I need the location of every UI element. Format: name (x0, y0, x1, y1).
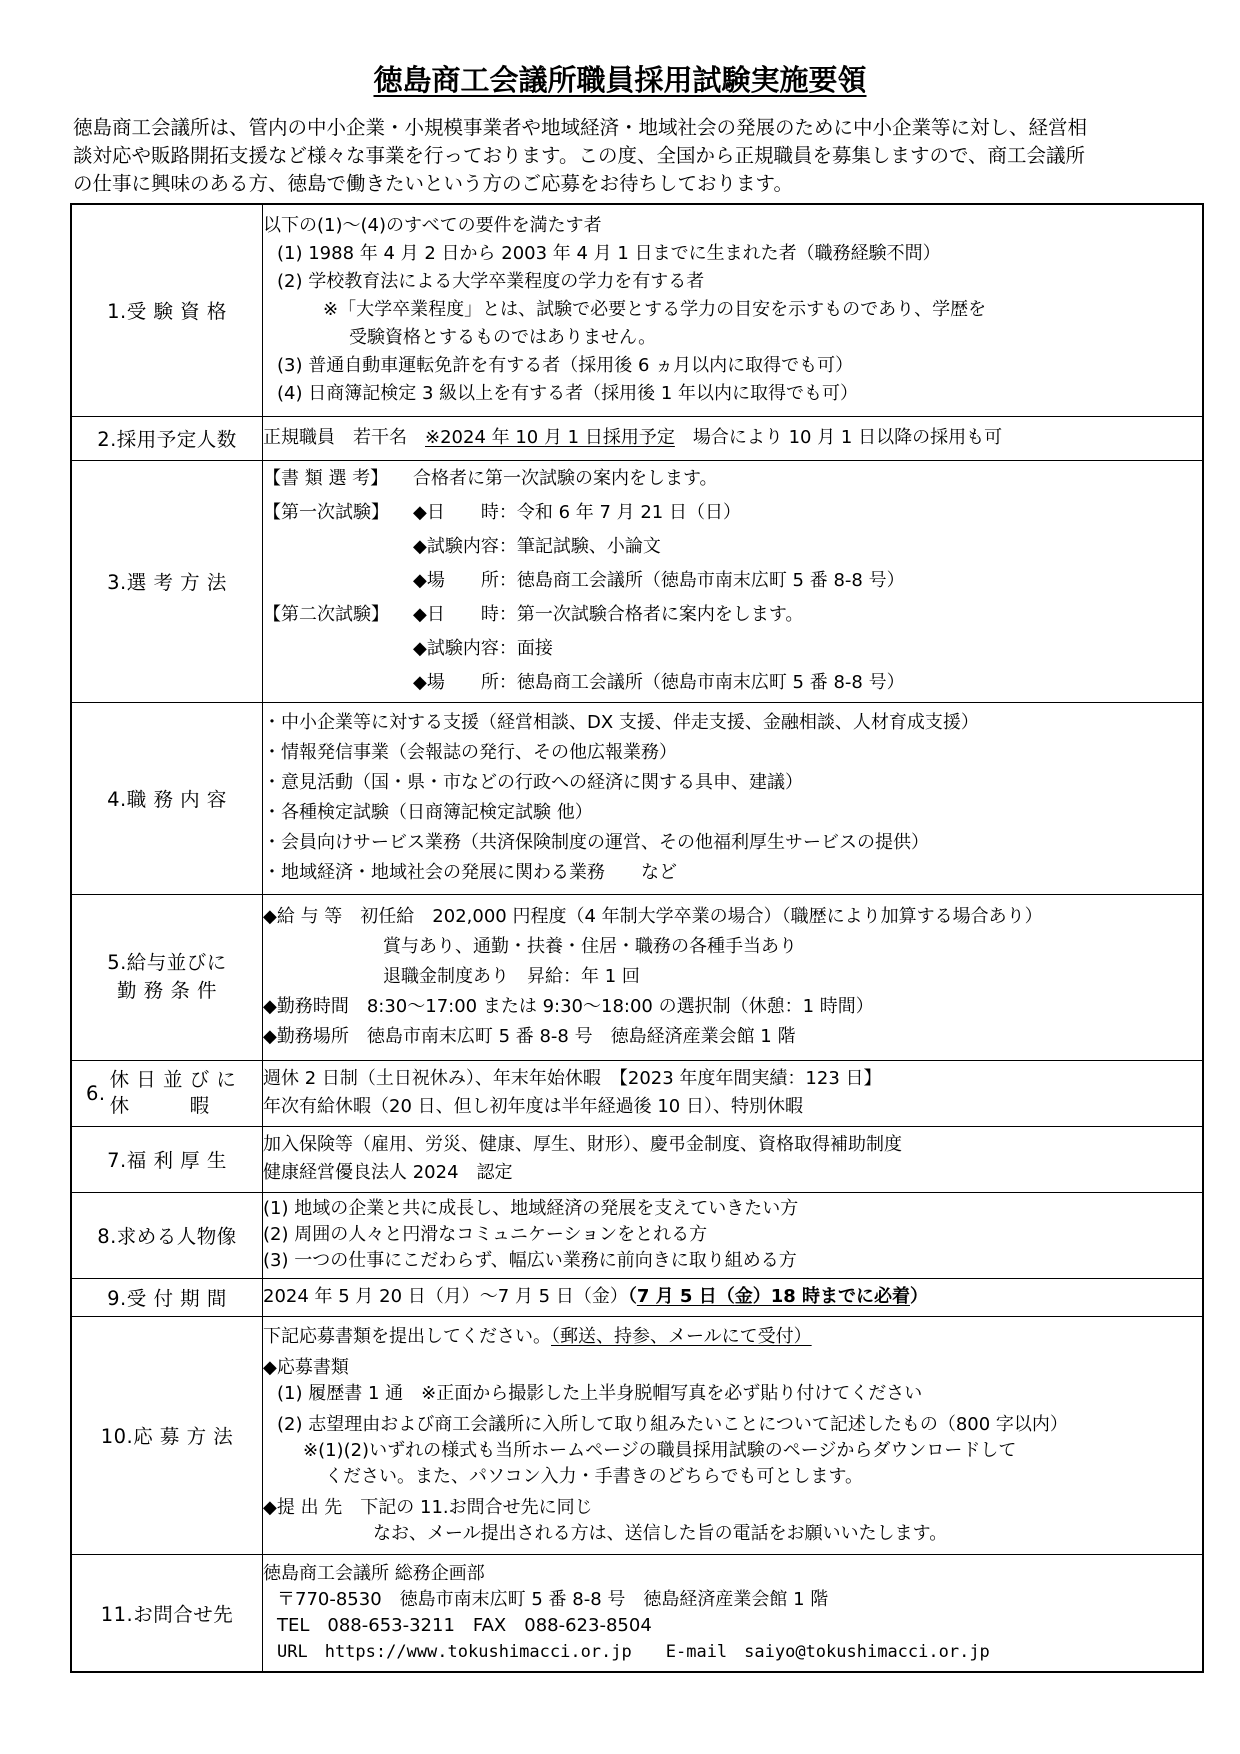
qualification-item: (2) 学校教育法による大学卒業程度の学力を有する者 (277, 271, 705, 293)
welfare-line: 加入保険等（雇用、労災、健康、厚生、財形）、慶弔金制度、資格取得補助制度 (263, 1134, 902, 1155)
qualification-note: 受験資格とするものではありません。 (349, 327, 657, 349)
row-label-line: 5.給与並びに (107, 951, 227, 974)
page-title (0, 60, 1240, 100)
intro-paragraph (73, 114, 1203, 198)
deadline-text: 7 月 5 日（金）18 時までに必着 (636, 1286, 911, 1307)
table-row-ideal-candidate (71, 1192, 1203, 1278)
period-text: 2024 年 5 月 20 日（月）～7 月 5 日（金） (263, 1286, 628, 1307)
method-lead (263, 1324, 1202, 1350)
row-label-group (86, 1067, 262, 1119)
stage-label (263, 533, 413, 561)
table-row-application-period (71, 1278, 1203, 1316)
headcount-text: 正規職員 若干名 (263, 427, 425, 448)
row-label (71, 894, 263, 1060)
requirements-table (70, 203, 1204, 1673)
row-content (263, 1192, 1204, 1278)
row-label: 8.求める人物像 (71, 1192, 263, 1278)
table-row-headcount (71, 416, 1203, 460)
row-label: 4.職 務 内 容 (71, 702, 263, 894)
row-content (263, 1126, 1204, 1192)
contact-phone: TEL 088-653-3211 FAX 088-623-8504 (277, 1614, 652, 1636)
row-content (263, 1554, 1204, 1672)
welfare-line: 健康経営優良法人 2024 認定 (263, 1162, 513, 1183)
stage-detail: ◆試験内容：面接 (413, 638, 553, 659)
table-row-qualifications (71, 204, 1203, 416)
table-row-salary (71, 894, 1203, 1060)
table-row-holidays (71, 1060, 1203, 1126)
qualification-item: (3) 普通自動車運転免許を有する者（採用後 6 ヵ月以内に取得でも可） (277, 355, 854, 377)
table-row-contact (71, 1554, 1203, 1672)
stage-detail: ◆日 時：令和 6 年 7 月 21 日（日） (413, 502, 741, 523)
submit-note: なお、メール提出される方は、送信した旨の電話をお願いいたします。 (373, 1522, 948, 1544)
holiday-line (263, 1065, 1202, 1093)
row-label-number: 6. (86, 1081, 106, 1105)
row-label-line: 休 暇 (109, 1094, 210, 1117)
row-label: 10.応 募 方 法 (71, 1316, 263, 1554)
candidate-trait: (3) 一つの仕事にこだわらず、幅広い業務に前向きに取り組める方 (263, 1250, 797, 1271)
headcount-extra: 場合により 10 月 1 日以降の採用も可 (674, 427, 1003, 448)
page-title-text: 徳島商工会議所職員採用試験実施要領 (373, 63, 867, 97)
document-item: (2) 志望理由および商工会議所に入所して取り組みたいことについて記述したもの（800 字以内） (277, 1413, 1068, 1435)
row-content (263, 460, 1204, 702)
salary-line: ◆給 与 等 初任給 202,000 円程度（4 年制大学卒業の場合）（職歴により加算する場合あり） (263, 906, 1043, 927)
row-content (263, 1316, 1204, 1554)
intro-line: の仕事に興味のある方、徳島で働きたいという方のご応募をお待ちしております。 (73, 172, 793, 195)
stage-detail: 合格者に第一次試験の案内をします。 (413, 468, 718, 489)
duty-item: ・中小企業等に対する支援（経営相談、DX 支援、伴走支援、金融相談、人材育成支援） (263, 712, 979, 733)
duty-item: ・会員向けサービス業務（共済保険制度の運営、その他福利厚生サービスの提供） (263, 832, 929, 853)
qualification-item: (1) 1988 年 4 月 2 日から 2003 年 4 月 1 日までに生まれた者（職務経験不問） (277, 243, 941, 265)
stage-label: 【書 類 選 考】 (263, 468, 389, 489)
row-label: 2.採用予定人数 (71, 416, 263, 460)
stage-label (263, 567, 413, 595)
document-note: ください。また、パソコン入力・手書きのどちらでも可とします。 (325, 1465, 864, 1487)
method-channels: （郵送、持参、メールにて受付） (551, 1325, 812, 1347)
stage-label (263, 635, 413, 663)
deadline-paren: ） (910, 1286, 929, 1307)
row-label-line: 休 日 並 び に (109, 1068, 237, 1091)
method-lead-text: 下記応募書類を提出してください。 (263, 1325, 551, 1347)
row-content (263, 416, 1204, 460)
row-content (263, 1278, 1204, 1316)
stage-detail: ◆場 所：徳島商工会議所（徳島市南末広町 5 番 8-8 号） (413, 672, 905, 693)
stage-detail: ◆試験内容：筆記試験、小論文 (413, 536, 661, 557)
salary-line: 賞与あり、通勤・扶養・住居・職務の各種手当あり (383, 936, 797, 957)
row-label (71, 1060, 263, 1126)
candidate-trait: (2) 周囲の人々と円滑なコミュニケーションをとれる方 (263, 1224, 708, 1245)
row-label: 11.お問合せ先 (71, 1554, 263, 1672)
row-label: 9.受 付 期 間 (71, 1278, 263, 1316)
row-content (263, 1060, 1204, 1126)
holiday-line: 年次有給休暇（20 日、但し初年度は半年経過後 10 日）、特別休暇 (263, 1096, 803, 1117)
contact-url-email[interactable]: URL https://www.tokushimacci.or.jp E-mail saiyo@tokushimacci.or.jp (277, 1641, 990, 1662)
row-label: 7.福 利 厚 生 (71, 1126, 263, 1192)
row-label-lines (110, 1067, 237, 1119)
qualification-lead: 以下の(1)～(4)のすべての要件を満たす者 (263, 215, 602, 237)
table-row-application-method (71, 1316, 1203, 1554)
submit-destination: ◆提 出 先 下記の 11.お問合せ先に同じ (263, 1496, 593, 1518)
table-row-welfare (71, 1126, 1203, 1192)
qualification-item: (4) 日商簿記検定 3 級以上を有する者（採用後 1 年以内に取得でも可） (277, 383, 859, 405)
contact-address: 〒770-8530 徳島市南末広町 5 番 8-8 号 徳島経済産業会館 1 階 (277, 1588, 829, 1610)
deadline-paren: （ (627, 1286, 637, 1307)
row-content (263, 204, 1204, 416)
row-label-line: 勤 務 条 件 (116, 979, 218, 1002)
stage-label: 【第二次試験】 (263, 604, 389, 625)
work-hours-line: ◆勤務時間 8:30～17:00 または 9:30～18:00 の選択制（休憩：1 時間） (263, 996, 874, 1017)
hire-date-note: ※2024 年 10 月 1 日採用予定 (425, 427, 675, 448)
row-content (263, 702, 1204, 894)
row-label: 1.受 験 資 格 (71, 204, 263, 416)
candidate-trait: (1) 地域の企業と共に成長し、地域経済の発展を支えていきたい方 (263, 1198, 799, 1219)
selection-schedule (263, 465, 1202, 697)
duty-item: ・情報発信事業（会報誌の発行、その他広報業務） (263, 742, 677, 763)
workplace-line: ◆勤務場所 徳島市南末広町 5 番 8-8 号 徳島経済産業会館 1 階 (263, 1026, 796, 1047)
documents-title: ◆応募書類 (263, 1356, 349, 1378)
intro-line: 徳島商工会議所は、管内の中小企業・小規模事業者や地域経済・地域社会の発展のために中小企業等に対し、経営相 (73, 116, 1088, 139)
duty-item: ・地域経済・地域社会の発展に関わる業務 など (263, 862, 677, 883)
table-row-selection (71, 460, 1203, 702)
stage-label (263, 669, 413, 697)
holiday-record: 【2023 年度年間実績：123 日】 (618, 1068, 882, 1089)
duty-item: ・各種検定試験（日商簿記検定試験 他） (263, 802, 593, 823)
stage-detail: ◆場 所：徳島商工会議所（徳島市南末広町 5 番 8-8 号） (413, 570, 905, 591)
document-note: ※(1)(2)いずれの様式も当所ホームページの職員採用試験のページからダウンロードして (303, 1439, 1017, 1461)
salary-line: 退職金制度あり 昇給：年 1 回 (383, 966, 640, 987)
holiday-text: 週休 2 日制（土日祝休み）、年末年始休暇 (263, 1068, 619, 1089)
duty-item: ・意見活動（国・県・市などの行政への経済に関する具申、建議） (263, 772, 803, 793)
row-content (263, 894, 1204, 1060)
qualification-note: ※「大学卒業程度」とは、試験で必要とする学力の目安を示すものであり、学歴を (323, 299, 987, 321)
row-label: 3.選 考 方 法 (71, 460, 263, 702)
document-item: (1) 履歴書 1 通 ※正面から撮影した上半身脱帽写真を必ず貼り付けてください (277, 1382, 923, 1404)
intro-line: 談対応や販路開拓支援など様々な事業を行っております。この度、全国から正規職員を募集しますので、商工会議所 (73, 144, 1086, 167)
contact-org: 徳島商工会議所 総務企画部 (263, 1562, 485, 1584)
stage-label: 【第一次試験】 (263, 502, 389, 523)
table-row-duties (71, 702, 1203, 894)
stage-detail: ◆日 時：第一次試験合格者に案内をします。 (413, 604, 804, 625)
